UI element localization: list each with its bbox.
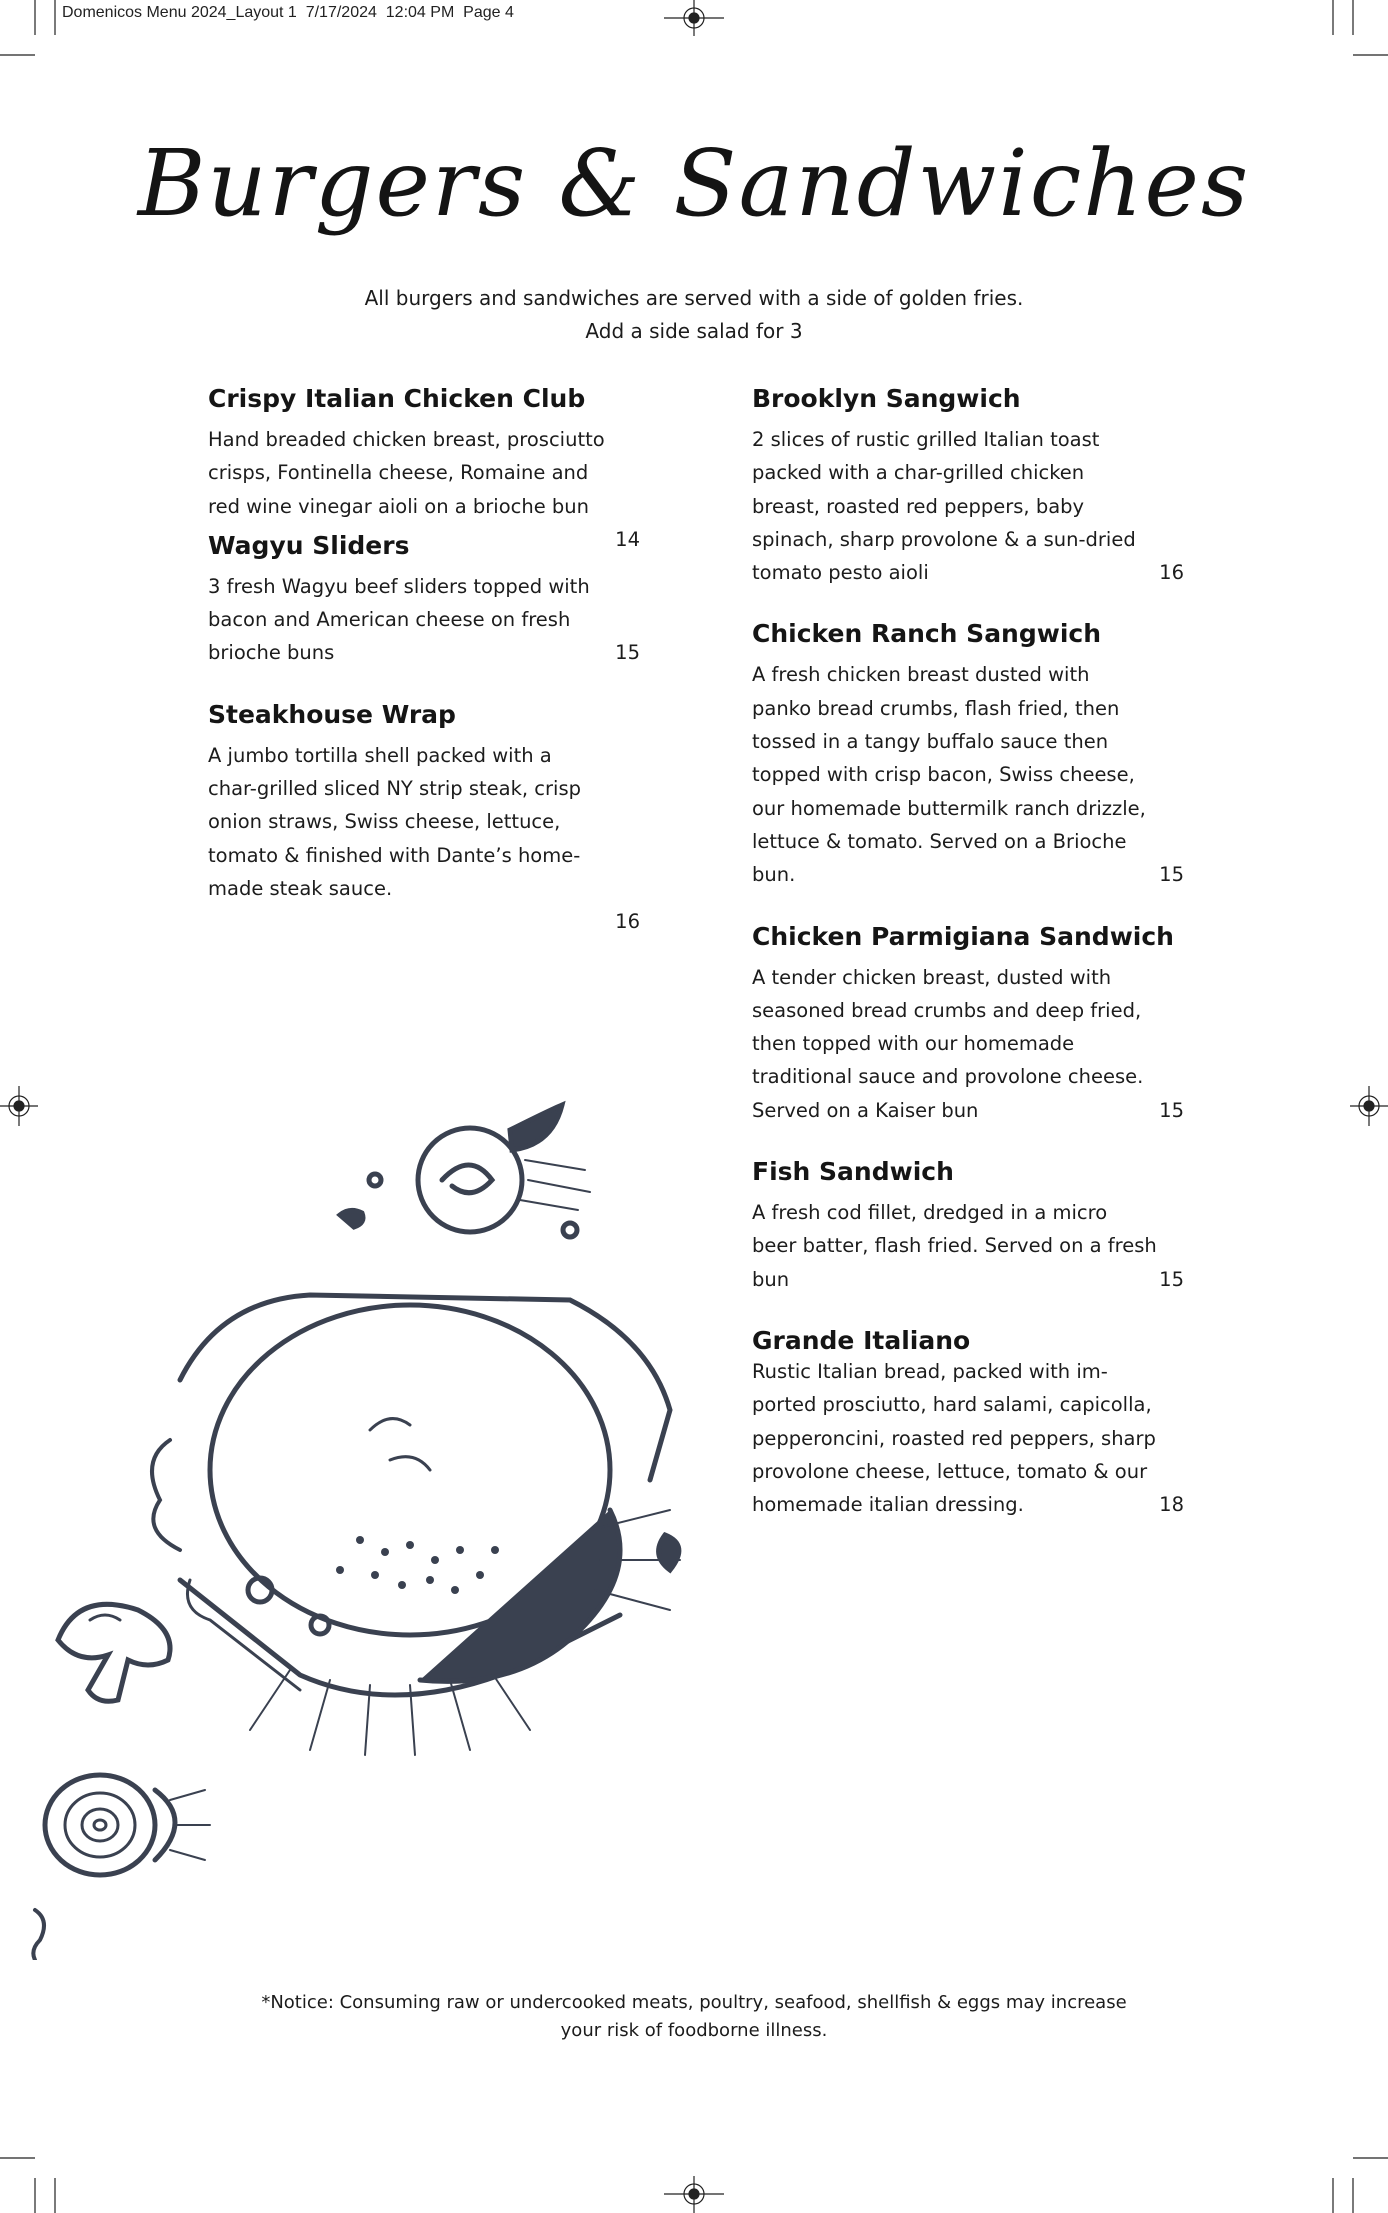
- menu-item-description: 2 slices of rustic grilled Italian toast packed with a char-grilled chicken breast, roasted red peppers, baby spinach, sharp provolone & a sun-dried tomato pesto aioli 16: [752, 423, 1184, 589]
- registration-mark-right: [1350, 1086, 1388, 1126]
- menu-item-price: 15: [615, 641, 640, 665]
- print-slug-line: Domenicos Menu 2024_Layout 1 7/17/2024 12:04 PM Page 4: [62, 4, 514, 21]
- menu-item-description: A fresh cod fillet, dredged in a micro beer batter, flash fried. Served on a fresh bun 15: [752, 1196, 1184, 1296]
- menu-item-name: Brooklyn Sangwich: [752, 384, 1021, 413]
- intro-line-1: All burgers and sandwiches are served with a side of golden fries.: [364, 286, 1024, 310]
- menu-item-description: Rustic Italian bread, packed with im- ported prosciutto, hard salami, capicolla, pepperoncini, roasted red peppers, sharp provolone cheese, lettuce, tomato & our homemade italian dressing. 18: [752, 1355, 1184, 1521]
- menu-item-description: A tender chicken breast, dusted with seasoned bread crumbs and deep fried, then topped with our homemade traditional sauce and provolone cheese. Served on a Kaiser bun 15: [752, 961, 1184, 1127]
- menu-item-price: 16: [1159, 561, 1184, 585]
- menu-item-name: Fish Sandwich: [752, 1157, 954, 1187]
- intro-line-2: Add a side salad for 3: [585, 319, 803, 343]
- tomato-sketch: [418, 1105, 590, 1232]
- menu-item-fish-sandwich: [752, 1157, 1184, 1296]
- notice-line-1: *Notice: Consuming raw or undercooked meats, poultry, seafood, shellfish & eggs may increase: [261, 1992, 1127, 2013]
- menu-item-price: 14: [615, 527, 640, 551]
- menu-item-chicken-parmigiana-sandwich: [752, 922, 1184, 1127]
- menu-item-description: A fresh chicken breast dusted with panko bread crumbs, flash fried, then tossed in a tangy buffalo sauce then topped with crisp bacon, Swiss cheese, our homemade buttermilk ranch drizzle, lettuce & tomato. Served on a Brioche bun. 15: [752, 658, 1184, 891]
- burger-sketch: [152, 1295, 680, 1755]
- onion-sketch: [45, 1775, 210, 1875]
- registration-mark-bottom: [664, 2176, 724, 2213]
- menu-item-description: 3 fresh Wagyu beef sliders topped with bacon and American cheese on fresh brioche buns 15: [208, 570, 640, 670]
- menu-column-left: [208, 384, 640, 939]
- menu-item-price: 16: [615, 910, 640, 934]
- menu-item-price: 15: [1159, 863, 1184, 887]
- intro-text: [0, 282, 1388, 348]
- menu-item-steakhouse-wrap: [208, 699, 640, 934]
- menu-item-name: Chicken Parmigiana Sandwich: [752, 921, 1174, 951]
- menu-item-name: Grande Italiano: [752, 1325, 971, 1355]
- menu-item-price: 15: [1159, 1098, 1184, 1122]
- menu-item-name: Wagyu Sliders: [208, 530, 410, 560]
- menu-item-description: A jumbo tortilla shell packed with a char-grilled sliced NY strip steak, crisp onion straws, Swiss cheese, lettuce, tomato & finished with Dante’s home- made steak sauce. 16: [208, 739, 640, 905]
- menu-item-brooklyn-sangwich: [752, 384, 1184, 589]
- menu-item-grande-italiano: [752, 1326, 1184, 1521]
- menu-item-wagyu-sliders: [208, 531, 640, 670]
- menu-item-name: Steakhouse Wrap: [208, 699, 456, 729]
- notice-line-2: your risk of foodborne illness.: [560, 2020, 828, 2041]
- food-safety-notice: [0, 1989, 1388, 2045]
- menu-item-name: Crispy Italian Chicken Club: [208, 384, 586, 413]
- registration-mark-top: [664, 0, 724, 36]
- menu-item-price: 18: [1159, 1493, 1184, 1517]
- page-title: Burgers & Sandwiches: [137, 130, 1251, 237]
- menu-column-right: [752, 384, 1184, 1521]
- burger-illustration: [30, 1080, 730, 1960]
- menu-item-price: 15: [1159, 1267, 1184, 1291]
- mushroom-sketch: [58, 1604, 170, 1701]
- menu-item-description: Hand breaded chicken breast, prosciutto crisps, Fontinella cheese, Romaine and red wine vinegar aioli on a brioche bun 14: [208, 423, 640, 523]
- menu-item-chicken-ranch-sangwich: [752, 619, 1184, 891]
- menu-item-name: Chicken Ranch Sangwich: [752, 619, 1102, 649]
